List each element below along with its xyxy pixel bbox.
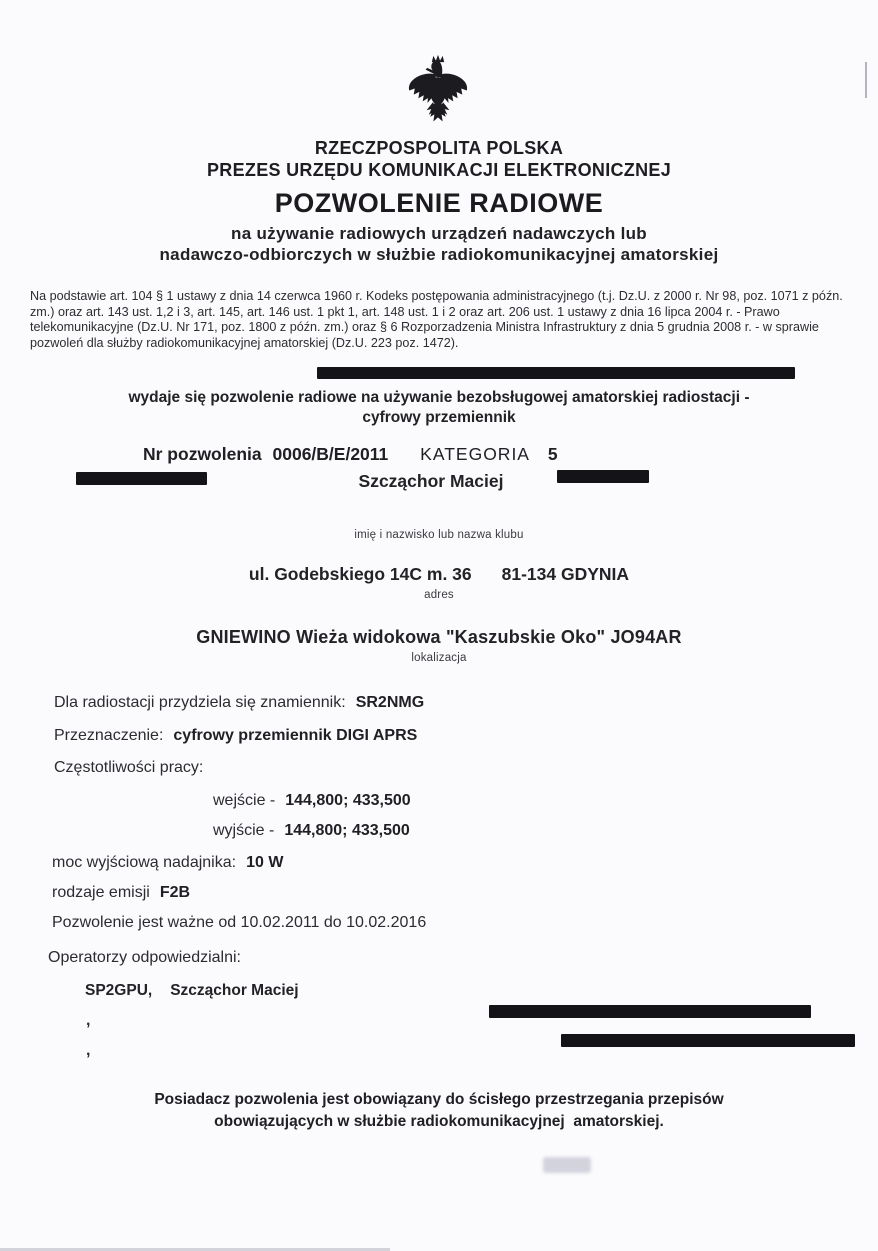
input-frequency-line <box>213 792 411 810</box>
input-label: wejście - <box>213 792 276 809</box>
legal-basis-paragraph: Na podstawie art. 104 § 1 ustawy z dnia 14 czerwca 1960 r. Kodeks postępowania administracyjnego (t.j. Dz.U. z 2000 r. Nr 98, poz. 1071 z późn. zm.) oraz art. 143 ust. 1,2 i 3, art. 145, art. 146 ust. 1 pkt 1, art. 148 ust. 1 i 2 oraz art. 206 ust. 1 ustawy z dnia 16 lipca 2004 r. - Prawo telekomunikacyjne (Dz.U. Nr 171, poz. 1800 z późn. zm.) oraz § 6 Rozporzadzenia Ministra Infrastruktury z dnia 5 grudnia 2008 r. - w sprawie pozwoleń dla służby radiokomunikacyjnej amatorskiej (Dz.U. 223 poz. 1472). <box>30 289 843 350</box>
operator-comma: , <box>86 1012 91 1029</box>
redaction-bar <box>317 367 795 379</box>
category-label: KATEGORIA <box>420 444 530 464</box>
location-caption: lokalizacja <box>411 652 467 664</box>
eagle-emblem-icon <box>407 52 469 126</box>
issue-statement-line-2: cyfrowy przemiennik <box>362 409 516 426</box>
input-value: 144,800; 433,500 <box>285 792 411 809</box>
station-location: GNIEWINO Wieża widokowa "Kaszubskie Oko" JO94AR <box>196 627 682 647</box>
validity-line: Pozwolenie jest ważne od 10.02.2011 do 10.02.2016 <box>52 914 427 931</box>
permit-number-value: 0006/B/E/2011 <box>272 444 389 464</box>
document-title: POZWOLENIE RADIOWE <box>274 188 604 218</box>
purpose-label: Przeznaczenie: <box>54 727 164 744</box>
holder-name: Szcząchor Maciej <box>358 471 504 491</box>
scan-edge-artifact <box>865 62 867 98</box>
redaction-bar <box>557 470 649 483</box>
obligation-line-2: obowiązujących w służbie radiokomunikacyjnej amatorskiej. <box>214 1113 664 1130</box>
frequencies-heading: Częstotliwości pracy: <box>54 759 204 776</box>
address-street: ul. Godebskiego 14C m. 36 <box>248 564 472 584</box>
power-value: 10 W <box>246 854 284 871</box>
redaction-bar <box>489 1005 811 1018</box>
authority-heading: PREZES URZĘDU KOMUNIKACJI ELEKTRONICZNEJ <box>206 160 672 180</box>
operator-line <box>85 982 299 1000</box>
emission-label: rodzaje emisji <box>52 884 150 901</box>
subtitle-line-2: nadawczo-odbiorczych w służbie radiokomunikacyjnej amatorskiej <box>159 245 719 264</box>
output-value: 144,800; 433,500 <box>284 822 410 839</box>
redaction-bar <box>561 1034 855 1047</box>
purpose-value: cyfrowy przemiennik DIGI APRS <box>173 727 418 744</box>
obligation-line-1: Posiadacz pozwolenia jest obowiązany do ścisłego przestrzegania przepisów <box>154 1091 724 1108</box>
operator-callsign: SP2GPU, <box>85 982 153 999</box>
power-label: moc wyjściową nadajnika: <box>52 854 237 871</box>
category-value: 5 <box>547 444 558 464</box>
permit-number-label: Nr pozwolenia <box>143 444 262 464</box>
address-caption: adres <box>424 589 454 601</box>
subtitle-line-1: na używanie radiowych urządzeń nadawczych lub <box>231 224 647 243</box>
operator-name: Szcząchor Maciej <box>170 982 299 999</box>
holder-name-caption: imię i nazwisko lub nazwa klubu <box>354 529 524 541</box>
smudge-mark <box>543 1157 591 1173</box>
output-frequency-line <box>213 822 410 840</box>
operator-comma: , <box>86 1042 91 1059</box>
holder-address-line <box>0 564 878 585</box>
emission-line <box>52 884 190 902</box>
callsign-label: Dla radiostacji przydziela się znamiennik: <box>54 694 346 711</box>
callsign-line <box>54 694 424 712</box>
emission-value: F2B <box>159 884 191 901</box>
power-line <box>52 854 283 872</box>
operators-heading: Operatorzy odpowiedzialni: <box>48 949 241 966</box>
permit-number-line <box>143 444 558 465</box>
address-postal-city: 81-134 GDYNIA <box>501 564 630 584</box>
country-heading: RZECZPOSPOLITA POLSKA <box>314 138 564 158</box>
output-label: wyjście - <box>213 822 275 839</box>
purpose-line <box>54 727 417 745</box>
callsign-value: SR2NMG <box>355 694 425 711</box>
issue-statement-line-1: wydaje się pozwolenie radiowe na używanie bezobsługowej amatorskiej radiostacji - <box>128 389 750 406</box>
